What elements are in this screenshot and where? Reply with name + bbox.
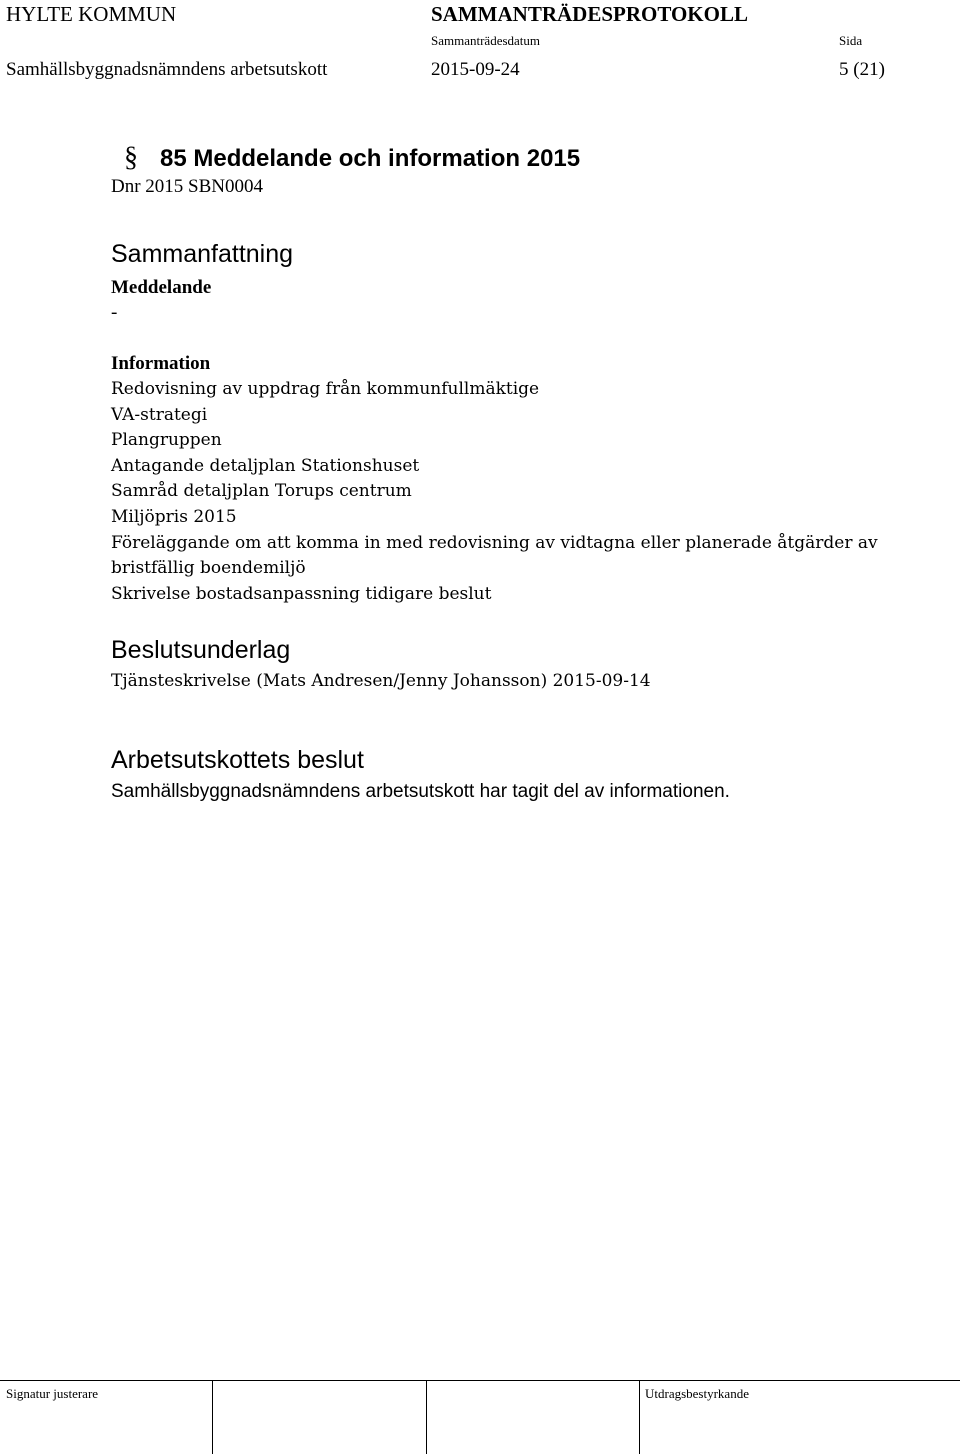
- decision-basis-heading: Beslutsunderlag: [111, 636, 291, 664]
- paragraph-title: 85 Meddelande och information 2015: [160, 145, 581, 172]
- signature-footer: [0, 1380, 960, 1454]
- message-label: Meddelande: [111, 277, 212, 298]
- list-item: Redovisning av uppdrag från kommunfullmäktige: [111, 379, 540, 399]
- information-label: Information: [111, 353, 211, 374]
- footer-divider: [426, 1380, 427, 1454]
- signature-label: Signatur justerare: [6, 1386, 99, 1401]
- document-title: SAMMANTRÄDESPROTOKOLL: [431, 2, 748, 26]
- list-item: Plangruppen: [111, 430, 222, 451]
- committee-decision-heading: Arbetsutskottets beslut: [111, 746, 364, 774]
- meeting-date: 2015-09-24: [431, 59, 520, 80]
- list-item: Samråd detaljplan Torups centrum: [111, 481, 412, 502]
- list-item: bristfällig boendemiljö: [111, 558, 306, 579]
- list-item: Miljöpris 2015: [111, 506, 237, 527]
- footer-top-rule: [0, 1380, 960, 1381]
- page-number: 5 (21): [839, 59, 885, 80]
- list-item: Skrivelse bostadsanpassning tidigare beslut: [111, 583, 492, 604]
- meeting-date-label: Sammanträdesdatum: [431, 33, 541, 48]
- committee-decision-text: Samhällsbyggnadsnämndens arbetsutskott har tagit del av informationen.: [111, 781, 730, 802]
- footer-divider: [212, 1380, 213, 1454]
- list-item: Föreläggande om att komma in med redovisning av vidtagna eller planerade åtgärder av: [111, 532, 878, 553]
- diary-number: Dnr 2015 SBN0004: [111, 176, 264, 197]
- information-list: [111, 377, 878, 607]
- extract-certification-label: Utdragsbestyrkande: [645, 1386, 749, 1401]
- message-value: -: [111, 302, 118, 323]
- page-label: Sida: [839, 33, 863, 48]
- organization-name: HYLTE KOMMUN: [6, 2, 177, 26]
- decision-basis-text: Tjänsteskrivelse (Mats Andresen/Jenny Johansson) 2015-09-14: [111, 671, 651, 691]
- committee-name: Samhällsbyggnadsnämndens arbetsutskott: [6, 59, 328, 80]
- summary-heading: Sammanfattning: [111, 240, 294, 268]
- footer-divider: [639, 1380, 640, 1454]
- list-item: Antagande detaljplan Stationshuset: [111, 455, 420, 476]
- list-item: VA-strategi: [111, 404, 208, 425]
- section-sign-icon: §: [124, 142, 138, 173]
